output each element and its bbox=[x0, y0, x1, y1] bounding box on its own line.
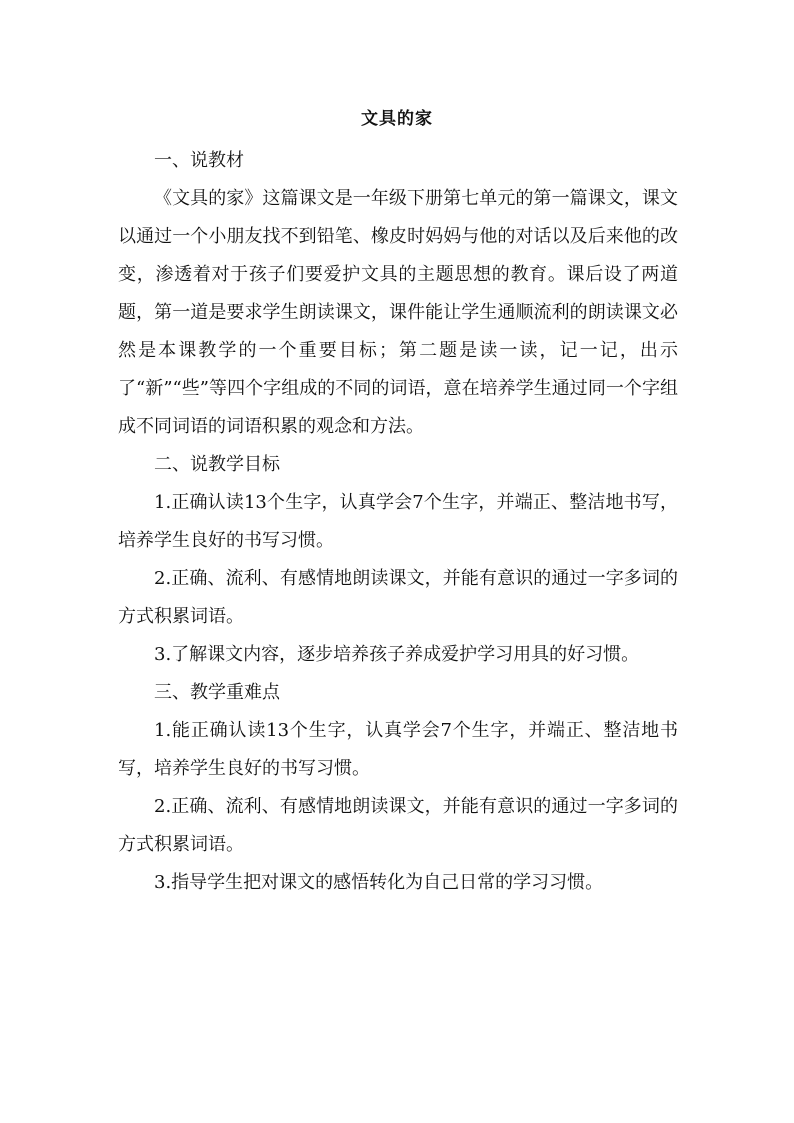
key-point-item-2: 2.正确、流利、有感情地朗读课文，并能有意识的通过一字多词的方式积累词语。 bbox=[118, 796, 678, 855]
key-point-item-3: 3.指导学生把对课文的感悟转化为自己日常的学习习惯。 bbox=[154, 872, 604, 893]
goal-item-2: 2.正确、流利、有感情地朗读课文，并能有意识的通过一字多词的方式积累词语。 bbox=[118, 568, 678, 627]
document-body bbox=[118, 142, 678, 902]
document-title: 文具的家 bbox=[361, 109, 433, 129]
paragraph-textbook-analysis: 《文具的家》这篇课文是一年级下册第七单元的第一篇课文，课文以通过一个小朋友找不到铅笔、橡皮时妈妈与他的对话以及后来他的改变，渗透着对于孩子们要爱护文具的主题思想的教育。课后设了两道题，第一道是要求学生朗读课文，课件能让学生通顺流利的朗读课文必然是本课教学的一个重要目标；第二题是读一读，记一记，出示了“新”“些”等四个字组成的不同的词语，意在培养学生通过同一个字组成不同词语的词语积累的观念和方法。 bbox=[118, 188, 678, 437]
key-point-item-1: 1.能正确认读13个生字，认真学会7个生字，并端正、整洁地书写，培养学生良好的书写习惯。 bbox=[118, 720, 678, 779]
section-heading-textbook: 一、说教材 bbox=[154, 150, 244, 171]
goal-item-1: 1.正确认读13个生字，认真学会7个生字，并端正、整洁地书写，培养学生良好的书写习惯。 bbox=[118, 492, 678, 551]
goal-item-3: 3.了解课文内容，逐步培养孩子养成爱护学习用具的好习惯。 bbox=[154, 644, 640, 665]
section-heading-goals: 二、说教学目标 bbox=[154, 454, 280, 475]
section-heading-key-points: 三、教学重难点 bbox=[154, 682, 280, 703]
